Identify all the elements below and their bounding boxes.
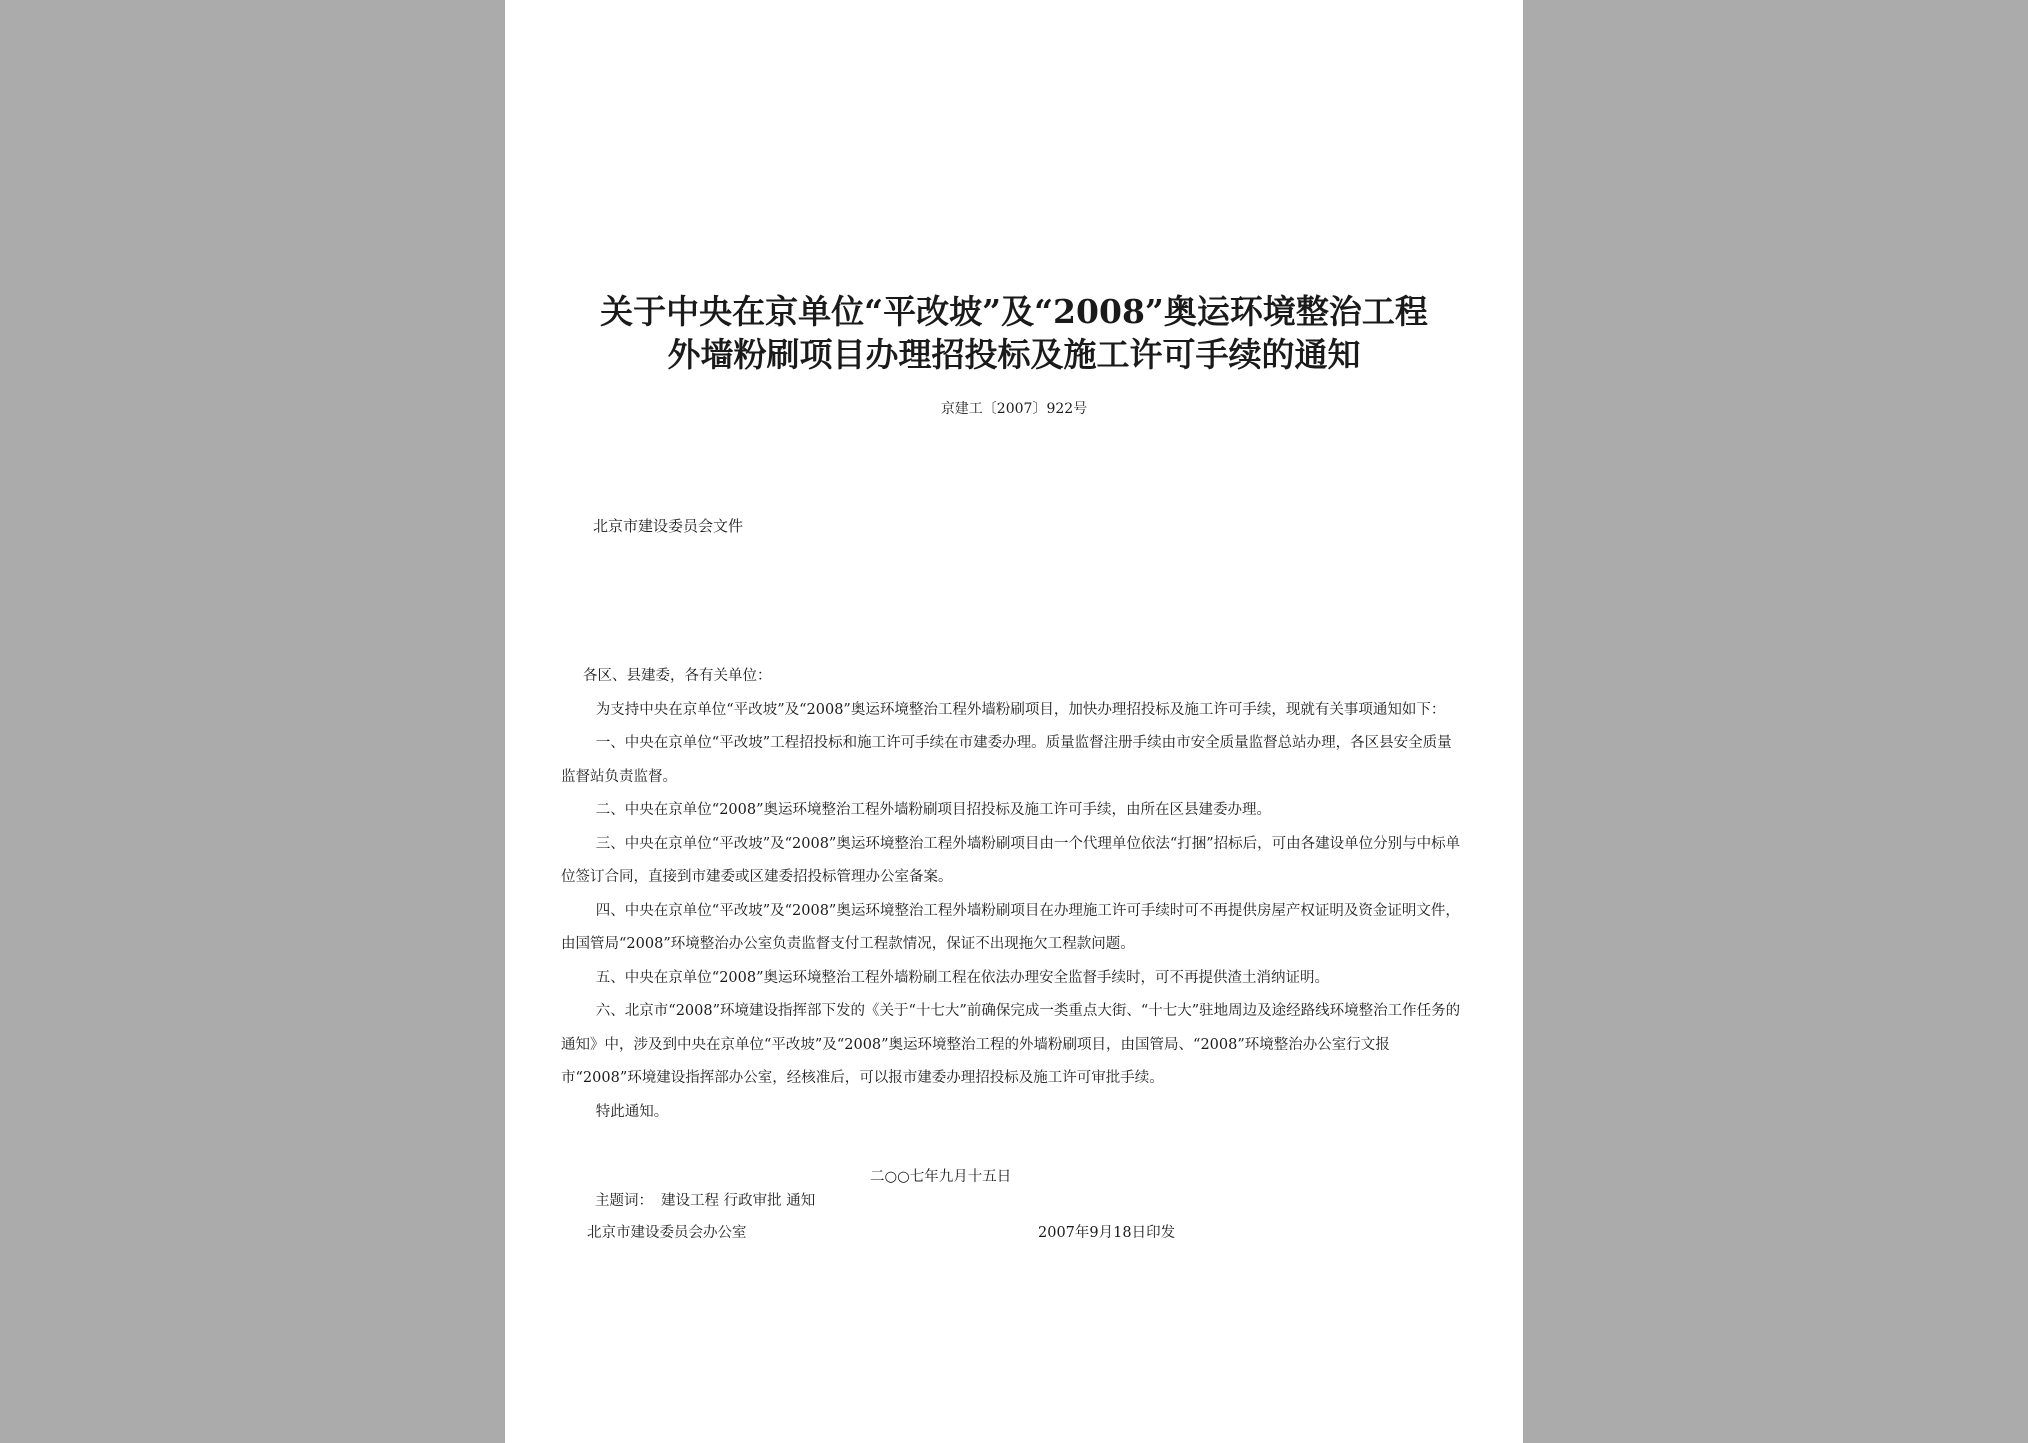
document-number: 京建工〔2007〕922号 (940, 401, 1088, 417)
paragraph-closing: 特此通知。 (595, 1103, 669, 1120)
paragraph-item-3: 三、中央在京单位“平改坡”及“2008”奥运环境整治工程外墙粉刷项目由一个代理单位依法“打捆”招标后，可由各建设单位分别与中标单位签订合同，直接到市建委或区建委招投标管理办公室备案。 (561, 835, 1461, 885)
salutation: 各区、县建委，各有关单位： (583, 668, 772, 684)
document-page (505, 0, 1523, 1443)
paragraph-item-6: 六、北京市“2008”环境建设指挥部下发的《关于“十七大”前确保完成一类重点大街、“十七大”驻地周边及途经路线环境整治工作任务的通知》中，涉及到中央在京单位“平改坡”及“2008”奥运环境整治工程的外墙粉刷项目，由国管局、“2008”环境整治办公室行文报市“2008”环境建设指挥部办公室，经核准后，可以报市建委办理招投标及施工许可审批手续。 (561, 1003, 1461, 1086)
issuing-office: 北京市建设委员会办公室 (587, 1225, 747, 1241)
subject-label: 主题词： (595, 1193, 653, 1209)
subject-terms: 建设工程 行政审批 通知 (661, 1193, 816, 1209)
issue-date: 二○○七年九月十五日 (870, 1169, 1012, 1185)
paragraph-intro: 为支持中央在京单位“平改坡”及“2008”奥运环境整治工程外墙粉刷项目，加快办理招投标及施工许可手续，现就有关事项通知如下： (595, 701, 1446, 718)
paragraph-item-2: 二、中央在京单位“2008”奥运环境整治工程外墙粉刷项目招投标及施工许可手续，由所在区县建委办理。 (595, 802, 1272, 818)
document-body (561, 660, 1466, 1129)
paragraph-item-1: 一、中央在京单位“平改坡”工程招投标和施工许可手续在市建委办理。质量监督注册手续由市安全质量监督总站办理，各区县安全质量监督站负责监督。 (561, 735, 1452, 785)
paragraph-item-4: 四、中央在京单位“平改坡”及“2008”奥运环境整治工程外墙粉刷项目在办理施工许可手续时可不再提供房屋产权证明及资金证明文件，由国管局“2008”环境整治办公室负责监督支付工程款情况，保证不出现拖欠工程款问题。 (561, 902, 1460, 952)
subject-terms-line (595, 1189, 823, 1210)
document-title-line-1: 关于中央在京单位“平改坡”及“2008”奥运环境整治工程 (600, 292, 1428, 331)
paragraph-item-5: 五、中央在京单位“2008”奥运环境整治工程外墙粉刷工程在依法办理安全监督手续时，可不再提供渣土消纳证明。 (595, 969, 1330, 986)
issuer-line: 北京市建设委员会文件 (593, 517, 744, 535)
document-title-line-2: 外墙粉刷项目办理招投标及施工许可手续的通知 (667, 335, 1361, 374)
print-date: 2007年9月18日印发 (1038, 1225, 1176, 1241)
